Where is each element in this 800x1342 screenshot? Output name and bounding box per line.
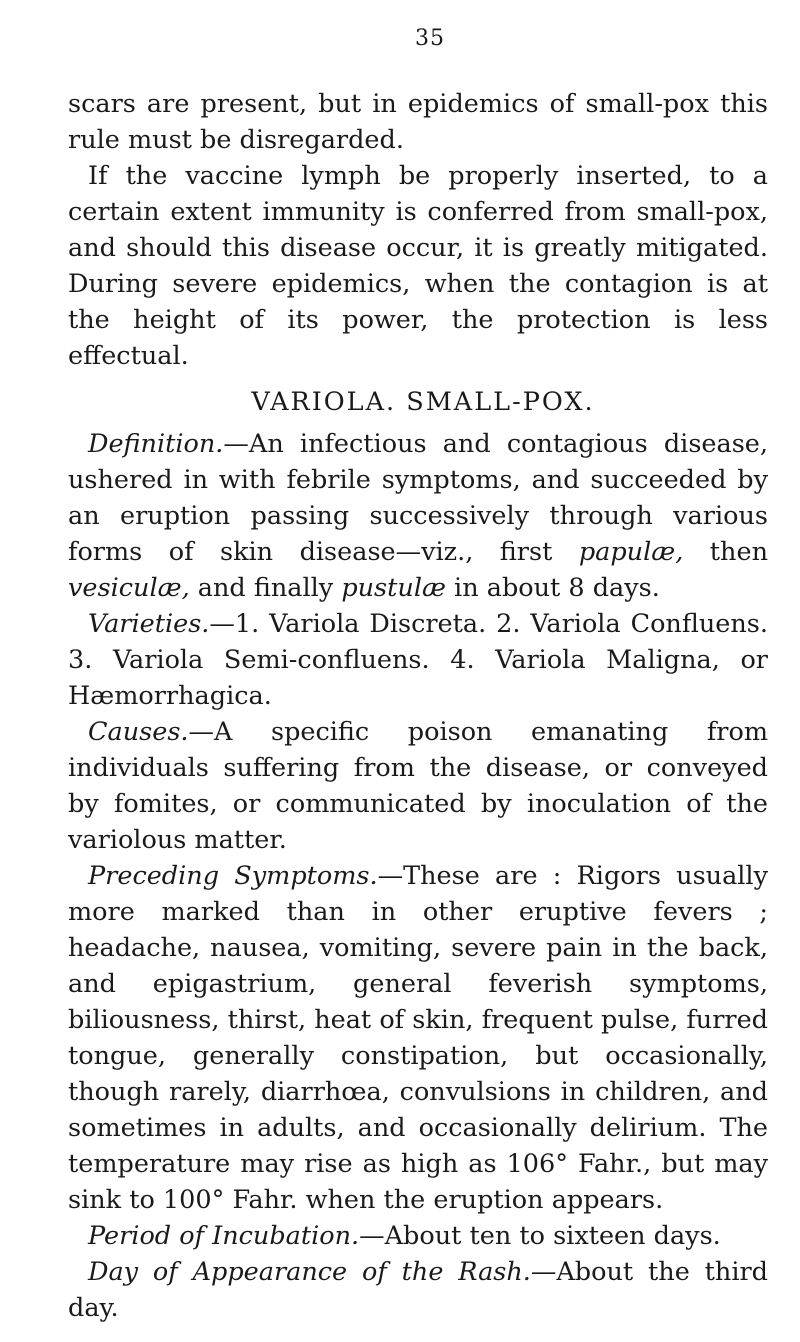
definition-label: Definition. <box>88 429 224 459</box>
varieties-paragraph <box>68 606 768 714</box>
vaccine-paragraph: If the vaccine lymph be properly inserted, to a certain extent immunity is conferred from small-pox, and should this disease occur, it is greatly mitigated. During severe epidemics, when the contagion is at the height of its power, the protection is less effectual. <box>68 161 768 371</box>
definition-term-vesiculae: vesiculæ, <box>68 573 190 603</box>
definition-text-d: in about 8 days. <box>445 573 660 603</box>
opening-paragraph: scars are present, but in epidemics of small-pox this rule must be disregarded. <box>68 89 768 155</box>
preceding-symptoms-paragraph <box>68 858 768 1218</box>
preceding-symptoms-text: —These are : Rigors usually more marked than in other eruptive fevers ; headache, nausea, vomiting, severe pain in the back, and epigastrium, general feverish symptoms, biliousness, thirst, heat of skin, frequent pulse, furred tongue, generally constipation, but occasionally, though rarely, diarrhœa, convulsions in children, and sometimes in adults, and occasionally delirium. The temperature may rise as high as 106° Fahr., but may sink to 100° Fahr. when the eruption appears. <box>68 861 768 1215</box>
causes-text: —A specific poison emanating from individuals suffering from the disease, or conveyed by fomites, or communicated by inoculation of the variolous matter. <box>68 717 768 855</box>
definition-text-a: —An infectious and contagious disease, ushered in with febrile symptoms, and succeeded by an eruption passing successively through various forms of skin disease—viz., first <box>68 429 768 567</box>
page-number: 35 <box>415 26 445 51</box>
definition-term-pustulae: pustulæ <box>341 573 446 603</box>
page-body <box>68 86 768 1326</box>
causes-paragraph <box>68 714 768 858</box>
appearance-label: Day of Appearance of the Rash. <box>88 1257 531 1287</box>
appearance-text: —About the third day. <box>68 1257 768 1323</box>
definition-text-b: then <box>683 537 768 567</box>
definition-text-c: and finally <box>189 573 342 603</box>
incubation-label: Period of Incubation. <box>88 1221 360 1251</box>
causes-label: Causes. <box>88 717 189 747</box>
appearance-paragraph <box>68 1254 768 1326</box>
preceding-symptoms-label: Preceding Symptoms. <box>88 861 378 891</box>
incubation-text: —About ten to sixteen days. <box>359 1221 721 1251</box>
incubation-paragraph <box>68 1218 768 1254</box>
varieties-label: Varieties. <box>88 609 210 639</box>
definition-term-papulae: papulæ, <box>578 537 684 567</box>
section-heading: VARIOLA. SMALL-POX. <box>251 387 595 417</box>
definition-paragraph <box>68 426 768 606</box>
varieties-text: —1. Variola Discreta. 2. Variola Confluens. 3. Variola Semi-confluens. 4. Variola Maligna, or Hæmorrhagica. <box>68 609 768 711</box>
